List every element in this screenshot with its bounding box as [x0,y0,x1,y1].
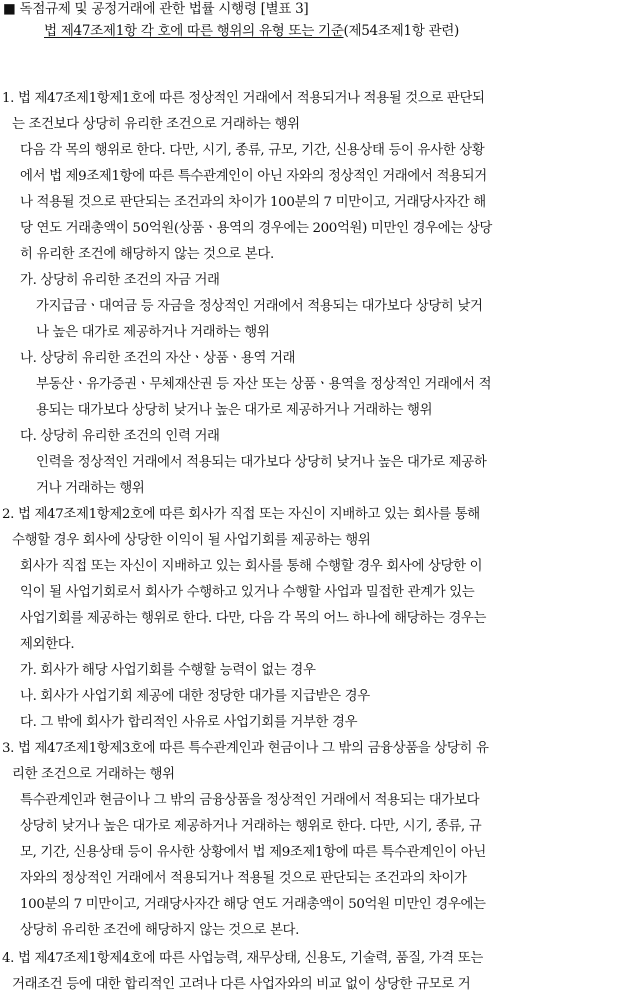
sub-item-body: 나 높은 대가로 제공하거나 거래하는 행위 [36,325,270,340]
document-heading: ■ 독점규제 및 공정거래에 관한 법률 시행령 [별표 3] [3,1,309,17]
body-line: 자와의 정상적인 거래에서 적용되거나 적용될 것으로 판단되는 조건과의 차이가 [20,871,467,886]
body-line: 나 적용될 것으로 판단되는 조건과의 차이가 100분의 7 미만이고, 거래당사자간 해 [20,195,486,210]
body-line: 100분의 7 미만이고, 거래당사자간 해당 연도 거래총액이 50억원 미만인 경우에는 [20,897,486,912]
body-line: 모, 기간, 신용상태 등이 유사한 상황에서 법 제9조제1항에 따른 특수관계인이 아닌 [20,845,486,860]
body-line: 특수관계인과 현금이나 그 밖의 금융상품을 정상적인 거래에서 적용되는 대가보다 [20,793,480,808]
item-1-title: 1. 법 제47조제1항제1호에 따른 정상적인 거래에서 적용되거나 적용될 것으로 판단되 [2,91,485,106]
body-line: 익이 될 사업기회로서 회사가 수행하고 있거나 수행할 사업과 밀접한 관계가 있는 [20,585,475,600]
sub-item-heading: 가. 상당히 유리한 조건의 자금 거래 [20,273,220,288]
document-subtitle-main: 법 제47조제1항 각 호에 따른 행위의 유형 또는 기준 [44,23,344,39]
sub-item-body: 용되는 대가보다 상당히 낮거나 높은 대가로 제공하거나 거래하는 행위 [36,403,433,418]
sub-item-body: 부동산ㆍ유가증권ㆍ무체재산권 등 자산 또는 상품ㆍ용역을 정상적인 거래에서 적 [36,377,492,392]
sub-item-heading: 다. 상당히 유리한 조건의 인력 거래 [20,429,220,444]
item-2-title: 2. 법 제47조제1항제2호에 따른 회사가 직접 또는 자신이 지배하고 있는 회사를 통해 [2,507,480,522]
sub-item-heading: 나. 회사가 사업기회 제공에 대한 정당한 대가를 지급받은 경우 [20,689,370,704]
item-4-title: 4. 법 제47조제1항제4호에 따른 사업능력, 재무상태, 신용도, 기술력, 품질, 가격 또는 [2,951,483,966]
sub-item-body: 거나 거래하는 행위 [36,481,145,496]
document-subtitle-suffix: (제54조제1항 관련) [343,23,459,39]
item-1-title-cont: 는 조건보다 상당히 유리한 조건으로 거래하는 행위 [12,117,300,132]
body-line: 사업기회를 제공하는 행위로 한다. 다만, 다음 각 목의 어느 하나에 해당하는 경우는 [20,611,487,626]
body-line: 상당히 낮거나 높은 대가로 제공하거나 거래하는 행위로 한다. 다만, 시기, 종류, 규 [20,819,482,834]
sub-item-heading: 가. 회사가 해당 사업기회를 수행할 능력이 없는 경우 [20,663,316,678]
body-line: 회사가 직접 또는 자신이 지배하고 있는 회사를 통해 수행할 경우 회사에 상당한 이 [20,559,483,574]
document-subtitle [44,22,459,40]
sub-item-body: 가지급금ㆍ대여금 등 자금을 정상적인 거래에서 적용되는 대가보다 상당히 낮거 [36,299,483,314]
item-3-title: 3. 법 제47조제1항제3호에 따른 특수관계인과 현금이나 그 밖의 금융상품을 상당히 유 [2,741,489,756]
body-line: 히 유리한 조건에 해당하지 않는 것으로 본다. [20,247,274,262]
body-line: 제외한다. [20,637,75,652]
sub-item-heading: 나. 상당히 유리한 조건의 자산ㆍ상품ㆍ용역 거래 [20,351,296,366]
body-line: 에서 법 제9조제1항에 따른 특수관계인이 아닌 자와의 정상적인 거래에서 적용되거 [20,169,487,184]
sub-item-heading: 다. 그 밖에 회사가 합리적인 사유로 사업기회를 거부한 경우 [20,715,358,730]
body-line: 당 연도 거래총액이 50억원(상품ㆍ용역의 경우에는 200억원) 미만인 경우에는 상당 [20,221,492,236]
sub-item-body: 인력을 정상적인 거래에서 적용되는 대가보다 상당히 낮거나 높은 대가로 제공하 [36,455,487,470]
body-line: 상당히 유리한 조건에 해당하지 않는 것으로 본다. [20,923,300,938]
item-2-title-cont: 수행할 경우 회사에 상당한 이익이 될 사업기회를 제공하는 행위 [12,533,371,548]
item-3-title-cont: 리한 조건으로 거래하는 행위 [12,767,175,782]
item-4-title-cont: 거래조건 등에 대한 합리적인 고려나 다른 사업자와의 비교 없이 상당한 규모로 거 [12,977,471,992]
body-line: 다음 각 목의 행위로 한다. 다만, 시기, 종류, 규모, 기간, 신용상태 등이 유사한 상황 [20,143,485,158]
